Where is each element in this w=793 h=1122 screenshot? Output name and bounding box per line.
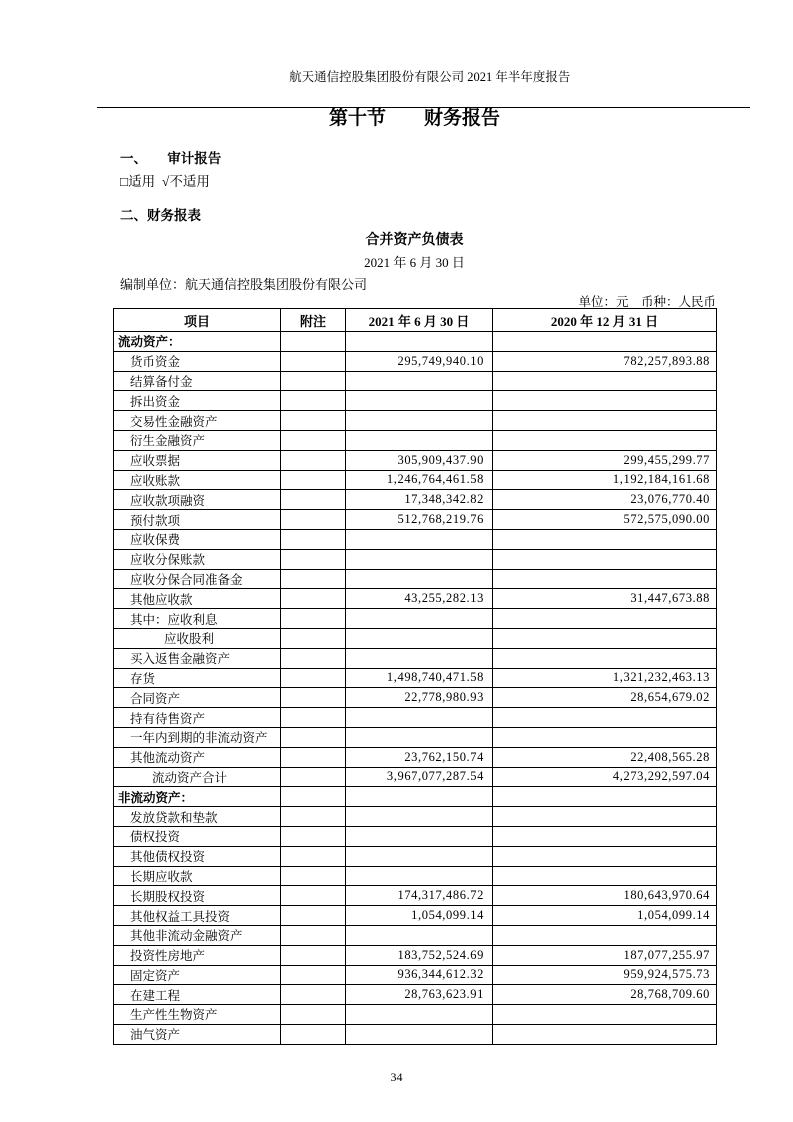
table-row xyxy=(114,430,717,450)
table-row xyxy=(114,589,717,609)
row-note xyxy=(281,529,346,549)
row-note xyxy=(281,628,346,648)
row-note xyxy=(281,826,346,846)
row-note xyxy=(281,549,346,569)
table-row xyxy=(114,906,717,926)
row-current-value xyxy=(346,727,493,747)
row-prior-value: 1,192,184,161.68 xyxy=(493,470,717,490)
table-row xyxy=(114,411,717,431)
row-note xyxy=(281,906,346,926)
row-prior-value xyxy=(493,1024,717,1044)
table-row xyxy=(114,1005,717,1025)
row-note xyxy=(281,1005,346,1025)
row-prior-value: 28,654,679.02 xyxy=(493,688,717,708)
table-row xyxy=(114,490,717,510)
table-row xyxy=(114,688,717,708)
row-current-value: 1,246,764,461.58 xyxy=(346,470,493,490)
balance-sheet-table xyxy=(113,308,717,1045)
row-label: 买入返售金融资产 xyxy=(114,648,281,668)
table-row xyxy=(114,549,717,569)
row-current-value: 1,054,099.14 xyxy=(346,906,493,926)
row-label: 债权投资 xyxy=(114,826,281,846)
row-note xyxy=(281,727,346,747)
table-row xyxy=(114,628,717,648)
row-current-value xyxy=(346,807,493,827)
balance-sheet-date: 2021 年 6 月 30 日 xyxy=(364,255,465,270)
row-note xyxy=(281,569,346,589)
row-current-value xyxy=(346,371,493,391)
row-note xyxy=(281,351,346,371)
row-prior-value xyxy=(493,826,717,846)
table-row xyxy=(114,1024,717,1044)
row-note xyxy=(281,688,346,708)
table-row xyxy=(114,965,717,985)
row-current-value xyxy=(346,648,493,668)
table-row xyxy=(114,886,717,906)
audit-applicability-options: □适用 √不适用 xyxy=(120,174,210,189)
row-note xyxy=(281,430,346,450)
row-prior-value xyxy=(493,371,717,391)
row-note xyxy=(281,925,346,945)
table-row xyxy=(114,925,717,945)
row-label: 长期股权投资 xyxy=(114,886,281,906)
table-row xyxy=(114,708,717,728)
row-note xyxy=(281,985,346,1005)
row-label: 持有待售资产 xyxy=(114,708,281,728)
row-prior-value: 959,924,575.73 xyxy=(493,965,717,985)
table-row xyxy=(114,668,717,688)
row-current-value xyxy=(346,549,493,569)
row-note xyxy=(281,648,346,668)
row-note xyxy=(281,866,346,886)
row-prior-value xyxy=(493,391,717,411)
row-current-value: 305,909,437.90 xyxy=(346,450,493,470)
row-prior-value xyxy=(493,925,717,945)
table-row xyxy=(114,529,717,549)
row-label: 合同资产 xyxy=(114,688,281,708)
row-note xyxy=(281,490,346,510)
row-current-value xyxy=(346,430,493,450)
row-label: 应收票据 xyxy=(114,450,281,470)
row-note xyxy=(281,470,346,490)
row-prior-value: 187,077,255.97 xyxy=(493,945,717,965)
balance-sheet-rows xyxy=(114,332,717,1045)
table-row xyxy=(114,787,717,807)
running-header xyxy=(97,52,750,108)
row-current-value xyxy=(346,846,493,866)
row-current-value xyxy=(346,708,493,728)
row-note xyxy=(281,945,346,965)
row-label: 其中：应收利息 xyxy=(114,609,281,629)
row-note xyxy=(281,411,346,431)
row-note xyxy=(281,965,346,985)
row-label: 衍生金融资产 xyxy=(114,430,281,450)
row-prior-value xyxy=(493,628,717,648)
unit-currency-note: 单位：元 币种：人民币 xyxy=(578,295,716,309)
row-prior-value: 1,054,099.14 xyxy=(493,906,717,926)
row-label: 其他流动资产 xyxy=(114,747,281,767)
row-prior-value: 23,076,770.40 xyxy=(493,490,717,510)
row-current-value: 183,752,524.69 xyxy=(346,945,493,965)
table-row xyxy=(114,945,717,965)
table-row xyxy=(114,648,717,668)
row-prior-value: 299,455,299.77 xyxy=(493,450,717,470)
row-prior-value xyxy=(493,609,717,629)
table-row xyxy=(114,985,717,1005)
balance-sheet-title: 合并资产负债表 xyxy=(365,231,464,247)
row-prior-value: 180,643,970.64 xyxy=(493,886,717,906)
table-row xyxy=(114,807,717,827)
row-note xyxy=(281,886,346,906)
financial-statements-heading: 二、财务报表 xyxy=(120,208,201,223)
row-current-value: 295,749,940.10 xyxy=(346,351,493,371)
row-note xyxy=(281,371,346,391)
row-note xyxy=(281,668,346,688)
row-label: 油气资产 xyxy=(114,1024,281,1044)
row-current-value: 3,967,077,287.54 xyxy=(346,767,493,787)
table-row xyxy=(114,747,717,767)
row-current-value: 17,348,342.82 xyxy=(346,490,493,510)
row-current-value xyxy=(346,391,493,411)
row-note xyxy=(281,767,346,787)
table-row xyxy=(114,510,717,530)
row-prior-value xyxy=(493,549,717,569)
row-current-value: 1,498,740,471.58 xyxy=(346,668,493,688)
row-label: 应收分保账款 xyxy=(114,549,281,569)
row-current-value xyxy=(346,628,493,648)
row-note xyxy=(281,846,346,866)
row-prior-value: 782,257,893.88 xyxy=(493,351,717,371)
audit-report-heading: 一、 审计报告 xyxy=(120,151,222,166)
row-current-value: 512,768,219.76 xyxy=(346,510,493,530)
table-row xyxy=(114,767,717,787)
row-note xyxy=(281,1024,346,1044)
row-label: 应收款项融资 xyxy=(114,490,281,510)
column-header-note: 附注 xyxy=(281,309,346,332)
row-note xyxy=(281,332,346,352)
row-label: 交易性金融资产 xyxy=(114,411,281,431)
row-note xyxy=(281,391,346,411)
row-current-value xyxy=(346,1024,493,1044)
row-note xyxy=(281,589,346,609)
row-prior-value: 4,273,292,597.04 xyxy=(493,767,717,787)
row-label: 应收保费 xyxy=(114,529,281,549)
row-prior-value xyxy=(493,787,717,807)
row-label: 存货 xyxy=(114,668,281,688)
row-label: 其他非流动金融资产 xyxy=(114,925,281,945)
table-row xyxy=(114,569,717,589)
row-prior-value xyxy=(493,569,717,589)
row-label: 结算备付金 xyxy=(114,371,281,391)
row-label: 流动资产： xyxy=(114,332,281,352)
row-current-value xyxy=(346,925,493,945)
row-current-value xyxy=(346,529,493,549)
row-current-value xyxy=(346,826,493,846)
row-label: 应收账款 xyxy=(114,470,281,490)
column-header-current-period: 2021 年 6 月 30 日 xyxy=(346,309,493,332)
table-header-row xyxy=(114,309,717,332)
row-current-value xyxy=(346,1005,493,1025)
row-prior-value: 1,321,232,463.13 xyxy=(493,668,717,688)
row-prior-value xyxy=(493,411,717,431)
row-prior-value: 28,768,709.60 xyxy=(493,985,717,1005)
row-current-value: 936,344,612.32 xyxy=(346,965,493,985)
row-label: 其他应收款 xyxy=(114,589,281,609)
table-row xyxy=(114,826,717,846)
row-current-value: 28,763,623.91 xyxy=(346,985,493,1005)
row-prior-value xyxy=(493,846,717,866)
row-label: 投资性房地产 xyxy=(114,945,281,965)
row-current-value: 174,317,486.72 xyxy=(346,886,493,906)
row-current-value xyxy=(346,787,493,807)
row-note xyxy=(281,450,346,470)
row-current-value xyxy=(346,609,493,629)
row-label: 应收分保合同准备金 xyxy=(114,569,281,589)
row-prior-value: 572,575,090.00 xyxy=(493,510,717,530)
prepared-by-line: 编制单位：航天通信控股集团股份有限公司 xyxy=(120,277,368,292)
row-prior-value xyxy=(493,807,717,827)
row-label: 发放贷款和垫款 xyxy=(114,807,281,827)
row-label: 拆出资金 xyxy=(114,391,281,411)
row-prior-value xyxy=(493,529,717,549)
row-label: 流动资产合计 xyxy=(114,767,281,787)
row-label: 应收股利 xyxy=(114,628,281,648)
row-current-value xyxy=(346,569,493,589)
running-header-text: 航天通信控股集团股份有限公司 2021 年半年度报告 xyxy=(289,70,571,84)
row-label: 其他权益工具投资 xyxy=(114,906,281,926)
page-title: 第十节 财务报告 xyxy=(328,108,500,129)
table-row xyxy=(114,391,717,411)
row-label: 预付款项 xyxy=(114,510,281,530)
row-label: 其他债权投资 xyxy=(114,846,281,866)
row-prior-value xyxy=(493,332,717,352)
table-row xyxy=(114,866,717,886)
row-current-value xyxy=(346,866,493,886)
row-note xyxy=(281,747,346,767)
row-current-value: 43,255,282.13 xyxy=(346,589,493,609)
row-prior-value xyxy=(493,648,717,668)
row-prior-value xyxy=(493,1005,717,1025)
row-note xyxy=(281,807,346,827)
table-row xyxy=(114,846,717,866)
row-label: 非流动资产： xyxy=(114,787,281,807)
row-note xyxy=(281,510,346,530)
column-header-item: 项目 xyxy=(114,309,281,332)
row-prior-value: 22,408,565.28 xyxy=(493,747,717,767)
table-row xyxy=(114,727,717,747)
row-prior-value xyxy=(493,430,717,450)
row-current-value xyxy=(346,332,493,352)
row-prior-value: 31,447,673.88 xyxy=(493,589,717,609)
row-prior-value xyxy=(493,727,717,747)
table-row xyxy=(114,332,717,352)
table-row xyxy=(114,450,717,470)
table-row xyxy=(114,609,717,629)
row-prior-value xyxy=(493,866,717,886)
row-label: 在建工程 xyxy=(114,985,281,1005)
row-note xyxy=(281,787,346,807)
row-current-value: 23,762,150.74 xyxy=(346,747,493,767)
row-note xyxy=(281,609,346,629)
row-label: 生产性生物资产 xyxy=(114,1005,281,1025)
page-number: 34 xyxy=(390,1070,403,1084)
row-prior-value xyxy=(493,708,717,728)
row-label: 一年内到期的非流动资产 xyxy=(114,727,281,747)
row-label: 货币资金 xyxy=(114,351,281,371)
column-header-prior-period: 2020 年 12 月 31 日 xyxy=(493,309,717,332)
row-current-value: 22,778,980.93 xyxy=(346,688,493,708)
row-label: 固定资产 xyxy=(114,965,281,985)
table-row xyxy=(114,351,717,371)
row-label: 长期应收款 xyxy=(114,866,281,886)
table-row xyxy=(114,470,717,490)
row-current-value xyxy=(346,411,493,431)
row-note xyxy=(281,708,346,728)
table-row xyxy=(114,371,717,391)
